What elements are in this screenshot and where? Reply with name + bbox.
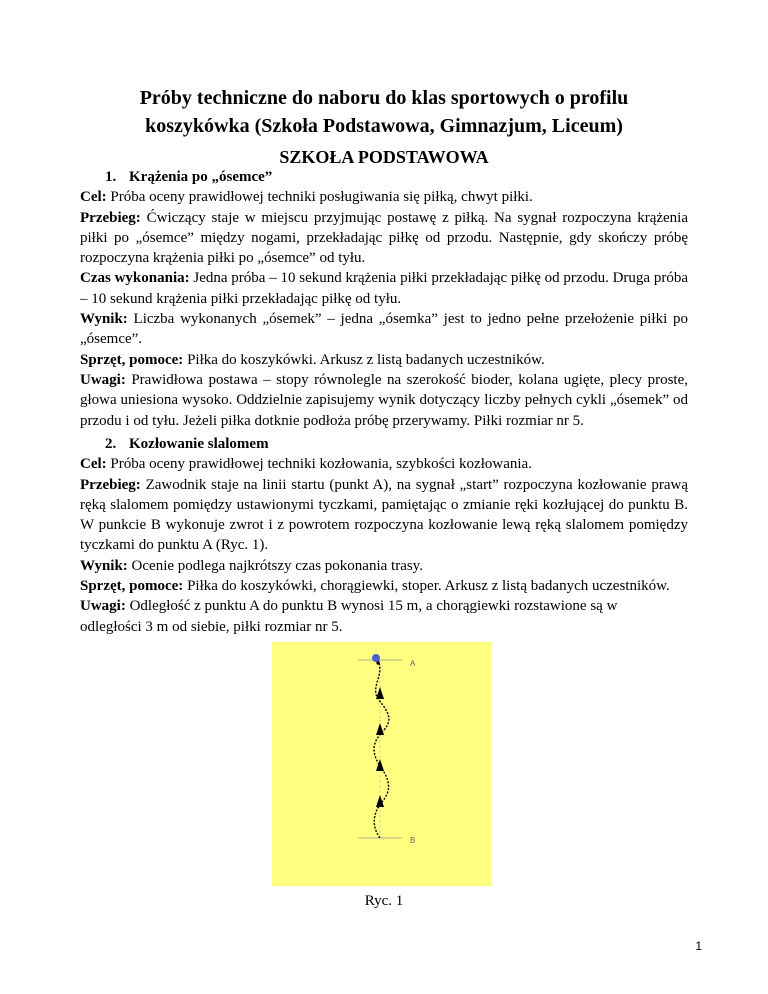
figure-caption: Ryc. 1 <box>364 893 404 909</box>
slalom-figure <box>272 642 491 886</box>
test-2-heading: 2. Kozłowanie slalomem <box>105 436 269 452</box>
test-1-przebieg: Przebieg: Ćwiczący staje w miejscu przyjmując postawę z piłką. Na sygnał rozpoczyna krążenia piłki po „ósemce” między nogami, przekładając piłkę od przodu. Następnie, gdy skończy próbę rozpoczyna krążenia piłki po „ósemce” od tyłu. <box>80 209 688 267</box>
test-2-wynik: Wynik: Ocenie podlega najkrótszy czas pokonania trasy. <box>80 557 423 574</box>
flag-icon-1 <box>376 687 384 699</box>
test-2-block <box>80 434 688 637</box>
test-1-wynik: Wynik: Liczba wykonanych „ósemek” – jedna „ósemka” jest to jedno pełne przełożenie piłki po „ósemce”. <box>80 311 688 348</box>
test-2-przebieg: Przebieg: Zawodnik staje na linii startu (punkt A), na sygnał „start” rozpoczyna kozłowanie prawą ręką slalomem pomiędzy ustawionymi tyczkami, pamiętając o zmianie ręki kozłującej do punktu B. W punkcie B wykonuje zwrot i z powrotem rozpoczyna kozłowanie lewą ręką slalomem pomiędzy tyczkami do punktu A (Ryc. 1). <box>80 476 688 554</box>
test-2-sprzet: Sprzęt, pomoce: Piłka do koszykówki, chorągiewki, stoper. Arkusz z listą badanych uczestników. <box>80 578 670 595</box>
point-b-label: B <box>410 836 416 845</box>
test-1-block <box>80 167 688 431</box>
page-number: 1 <box>695 939 702 953</box>
test-1-czas: Czas wykonania: Jedna próba – 10 sekund krążenia piłki przekładając piłkę od przodu. Druga próba – 10 sekund krążenia piłki przekładając piłkę od tyłu. <box>80 270 688 307</box>
title-line-1: Próby techniczne do naboru do klas sportowych o profilu <box>139 87 629 109</box>
test-1-uwagi: Uwagi: Prawidłowa postawa – stopy równolegle na szerokość bioder, kolana ugięte, plecy proste, głowa uniesiona wysoko. Oddzielnie zapisujemy wynik dotyczący liczby pełnych cykli „ósemek” od przodu i od tyłu. Jeżeli piłka dotknie podłoża próbę przerywamy. Piłki rozmiar nr 5. <box>80 371 688 429</box>
test-2-uwagi: Uwagi: Odległość z punktu A do punktu B wynosi 15 m, a chorągiewki rozstawione są w odległości 3 m od siebie, piłki rozmiar nr 5. <box>80 598 618 635</box>
test-1-sprzet: Sprzęt, pomoce: Piłka do koszykówki. Arkusz z listą badanych uczestników. <box>80 351 545 368</box>
point-a-label: A <box>410 659 416 668</box>
slalom-diagram <box>272 642 491 886</box>
test-2-cel: Cel: Próba oceny prawidłowej techniki kozłowania, szybkości kozłowania. <box>80 456 532 473</box>
document-title <box>80 84 688 140</box>
flag-icon-2 <box>376 723 384 735</box>
dribble-path <box>374 660 389 838</box>
test-1-cel: Cel: Próba oceny prawidłowej techniki posługiwania się piłką, chwyt piłki. <box>80 189 533 206</box>
player-icon <box>376 661 379 664</box>
section-title: SZKOŁA PODSTAWOWA <box>279 147 489 167</box>
title-line-2: koszykówka (Szkoła Podstawowa, Gimnazjum, Liceum) <box>145 115 623 137</box>
ball-icon <box>372 654 380 662</box>
test-1-heading: 1. Krążenia po „ósemce” <box>105 169 273 185</box>
